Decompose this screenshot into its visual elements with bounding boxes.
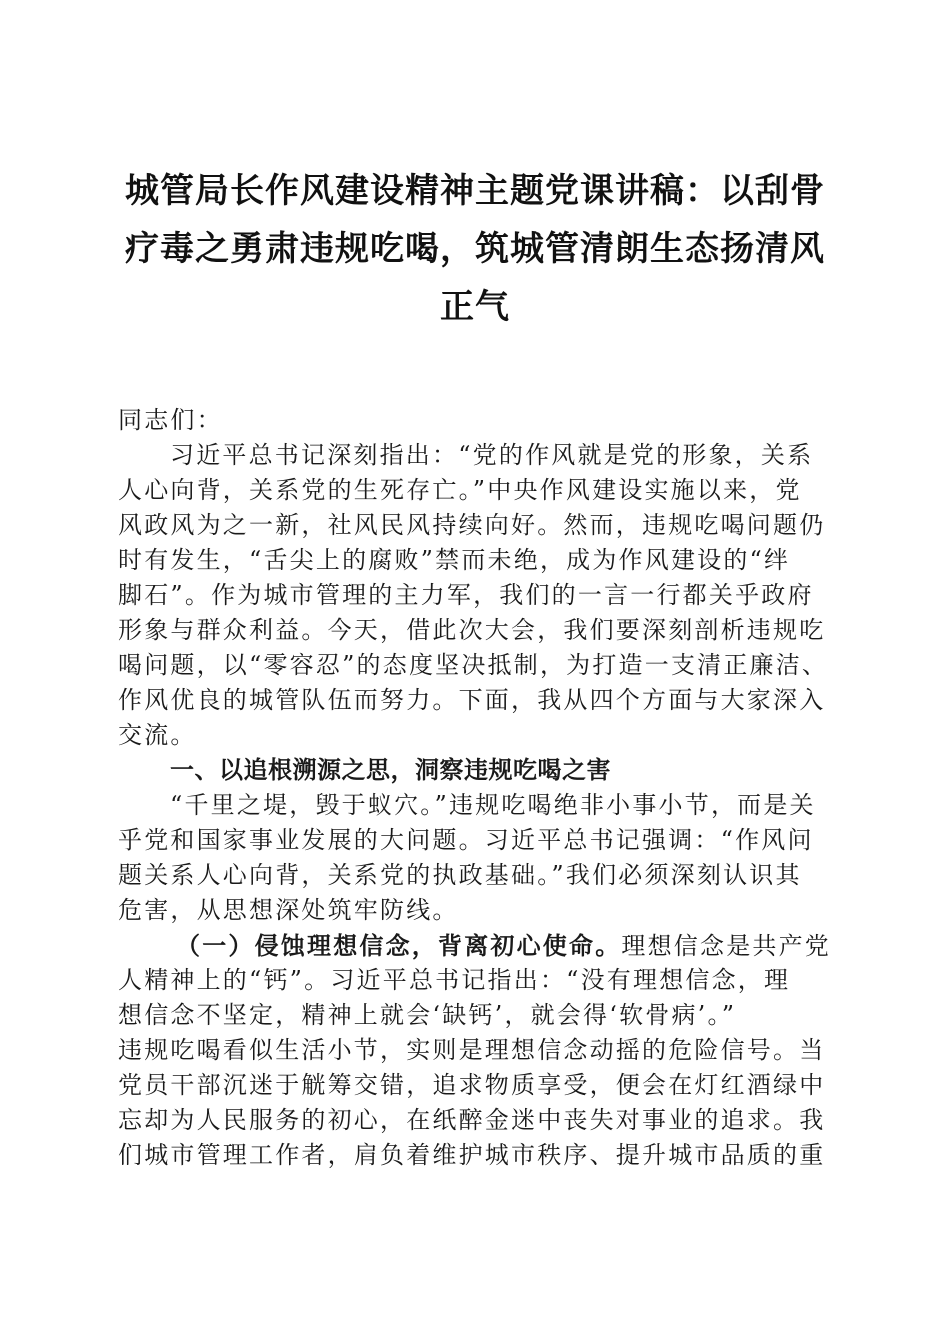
text-line: 时有发生，“舌尖上的腐败”禁而未绝，成为作风建设的“绊 bbox=[118, 546, 791, 574]
text-line: 忘却为人民服务的初心，在纸醉金迷中丧失对事业的追求。我 bbox=[118, 1106, 826, 1134]
text-line: 风政风为之一新，社风民风持续向好。然而，违规吃喝问题仍 bbox=[118, 511, 826, 539]
text-line: 题关系人心向背，关系党的执政基础。”我们必须深刻认识其 bbox=[118, 861, 802, 889]
text-line: 喝问题，以“零容忍”的态度坚决抵制，为打造一支清正廉洁、 bbox=[118, 651, 829, 679]
paragraph-intro bbox=[118, 438, 830, 753]
document-title bbox=[100, 162, 850, 336]
salutation: 同志们： bbox=[118, 406, 223, 434]
section-heading: 一、以追根溯源之思，洞察违规吃喝之害 bbox=[170, 756, 611, 784]
text-line: 习近平总书记深刻指出：“党的作风就是党的形象，关系 bbox=[170, 441, 814, 469]
paragraph-section1 bbox=[118, 788, 830, 928]
text-line: 们城市管理工作者，肩负着维护城市秩序、提升城市品质的重 bbox=[118, 1141, 826, 1169]
document-body bbox=[118, 403, 830, 1173]
text-line bbox=[118, 928, 830, 963]
text-line: 交流。 bbox=[118, 721, 197, 749]
title-line: 疗毒之勇肃违规吃喝，筑城管清朗生态扬清风 bbox=[125, 229, 825, 269]
text-line: “千里之堤，毁于蚁穴。”违规吃喝绝非小事小节，而是关 bbox=[170, 791, 816, 819]
text-line: 乎党和国家事业发展的大问题。习近平总书记强调：“作风问 bbox=[118, 826, 814, 854]
text-line: 违规吃喝看似生活小节，实则是理想信念动摇的危险信号。当 bbox=[118, 1036, 826, 1064]
paragraph-subsection1 bbox=[118, 928, 830, 1173]
text-line: 人心向背，关系党的生死存亡。”中央作风建设实施以来，党 bbox=[118, 476, 802, 504]
text-line: 形象与群众利益。今天，借此次大会，我们要深刻剖析违规吃 bbox=[118, 616, 826, 644]
text-line: 作风优良的城管队伍而努力。下面，我从四个方面与大家深入 bbox=[118, 686, 826, 714]
text-line: 人精神上的“钙”。习近平总书记指出：“没有理想信念，理 bbox=[118, 966, 791, 994]
text-line: 危害，从思想深处筑牢防线。 bbox=[118, 896, 459, 924]
title-line: 正气 bbox=[440, 287, 510, 327]
text-line: 党员干部沉迷于觥筹交错，追求物质享受，便会在灯红酒绿中 bbox=[118, 1071, 826, 1099]
text-line: 想信念不坚定，精神上就会‘缺钙’，就会得‘软骨病’。” bbox=[118, 1001, 737, 1029]
subsection-heading: （一）侵蚀理想信念，背离初心使命。 bbox=[176, 931, 622, 960]
text-run: 理想信念是共产党 bbox=[621, 932, 832, 960]
text-line: 脚石”。作为城市管理的主力军，我们的一言一行都关乎政府 bbox=[118, 581, 814, 609]
title-line: 城管局长作风建设精神主题党课讲稿：以刮骨 bbox=[125, 171, 825, 211]
